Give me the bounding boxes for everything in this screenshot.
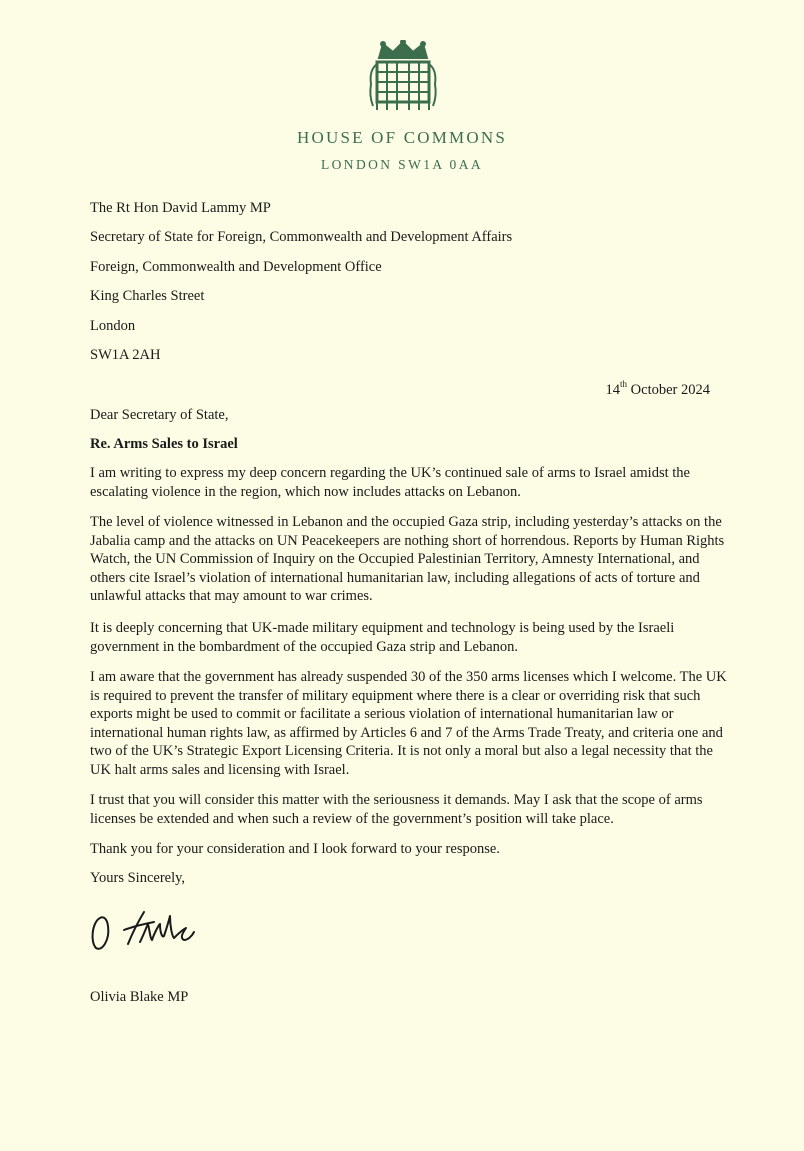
- salutation: Dear Secretary of State,: [90, 407, 229, 423]
- recipient-office: Foreign, Commonwealth and Development Office: [90, 259, 382, 275]
- paragraph-3: It is deeply concerning that UK-made military equipment and technology is being used by the Israeli government in the bombardment of the occupied Gaza strip and Lebanon.: [90, 620, 675, 655]
- recipient-city: London: [90, 318, 136, 334]
- date-suffix: th: [620, 379, 628, 389]
- closing: Yours Sincerely,: [90, 870, 186, 886]
- institution-address: LONDON SW1A 0AA: [321, 157, 483, 172]
- date-day: 14: [605, 381, 621, 398]
- recipient-postcode: SW1A 2AH: [90, 347, 161, 363]
- portcullis-crest-icon: [365, 40, 441, 114]
- date-rest: October 2024: [627, 381, 710, 398]
- paragraph-6: Thank you for your consideration and I look forward to your response.: [90, 841, 500, 857]
- paragraph-1: I am writing to express my deep concern regarding the UK’s continued sale of arms to Israel amidst the escalating violence in the region, which now includes attacks on Lebanon.: [90, 465, 690, 500]
- recipient-title: Secretary of State for Foreign, Commonwealth and Development Affairs: [90, 229, 513, 245]
- paragraph-4: I am aware that the government has already suspended 30 of the 350 arms licenses which I welcome. The UK is required to prevent the transfer of military equipment where there is a clear or overriding risk that such exports might be used to commit or facilitate a serious violation of international humanitarian law or international human rights law, as affirmed by Articles 6 and 7 of the Arms Trade Treaty, and criteria one and two of the UK’s Strategic Export Licensing Criteria. It is not only a moral but also a legal necessity that the UK halt arms sales and licensing with Israel.: [90, 669, 727, 778]
- signer-name: Olivia Blake MP: [90, 989, 189, 1005]
- recipient-name: The Rt Hon David Lammy MP: [90, 200, 271, 216]
- institution-name: HOUSE OF COMMONS: [297, 128, 507, 147]
- letter-date: [606, 376, 710, 399]
- paragraph-5: I trust that you will consider this matter with the seriousness it demands. May I ask that the scope of arms licenses be extended and when such a review of the government’s position will take place.: [90, 792, 703, 827]
- subject-line: Re. Arms Sales to Israel: [90, 436, 238, 452]
- paragraph-2: The level of violence witnessed in Lebanon and the occupied Gaza strip, including yesterday’s attacks on the Jabalia camp and the attacks on UN Peacekeepers are nothing short of horrendous. Reports by Human Rights Watch, the UN Commission of Inquiry on the Occupied Palestinian Territory, Amnesty International, and others cite Israel’s violation of international humanitarian law, including allegations of acts of torture and unlawful attacks that may amount to war crimes.: [90, 514, 725, 604]
- recipient-street: King Charles Street: [90, 288, 205, 304]
- handwritten-signature: [88, 904, 198, 954]
